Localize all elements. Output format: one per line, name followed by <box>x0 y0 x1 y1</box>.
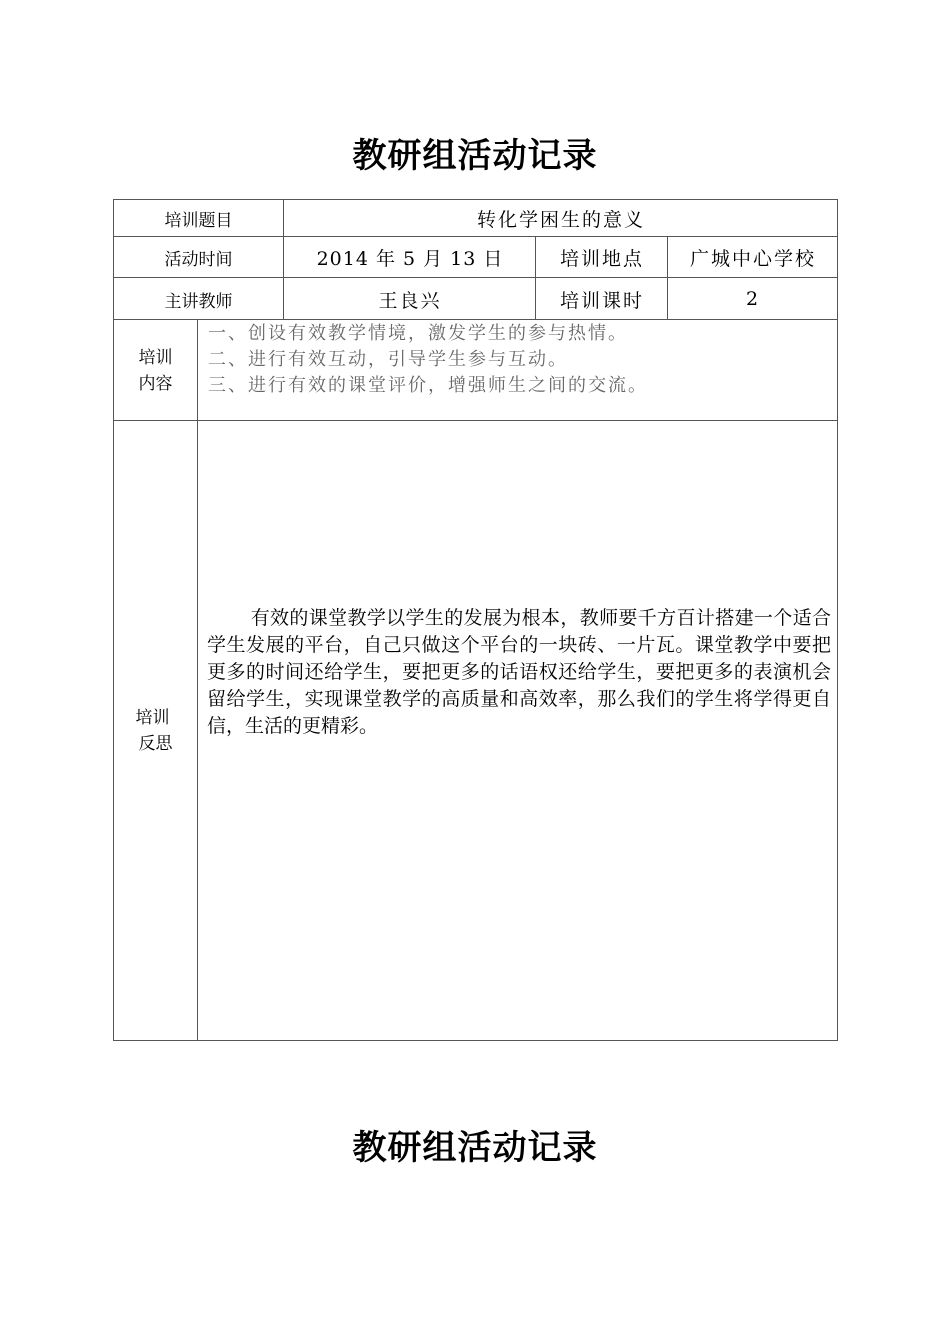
reflection-text: 有效的课堂教学以学生的发展为根本，教师要千方百计搭建一个适合学生发展的平台，自己只做这个平台的一块砖、一片瓦。课堂教学中要把更多的时间还给学生，要把更多的话语权还给学生，要把更多的表演机会留给学生，实现课堂教学的高质量和高效率，那么我们的学生将学得更自信，生活的更精彩。 <box>207 607 831 737</box>
place-label: 培训地点 <box>559 248 644 270</box>
content-item: 一、创设有效教学情境，激发学生的参与热情。 <box>208 323 628 344</box>
page-title: 教研组活动记录 <box>352 136 598 176</box>
time-value: 2014 年 5 月 13 日 <box>316 248 504 270</box>
teacher-value: 王良兴 <box>378 289 442 312</box>
reflection-label-line1: 培训 <box>135 708 170 728</box>
teacher-label: 主讲教师 <box>164 291 233 312</box>
content-label-line2: 内容 <box>138 373 173 394</box>
page-title-repeat: 教研组活动记录 <box>352 1128 598 1168</box>
topic-label: 培训题目 <box>164 210 233 231</box>
content-label-line1: 培训 <box>138 347 173 368</box>
hours-value: 2 <box>745 288 761 310</box>
reflection-label-line2: 反思 <box>138 734 173 754</box>
topic-value: 转化学困生的意义 <box>476 208 645 231</box>
content-item: 二、进行有效互动，引导学生参与互动。 <box>208 349 568 370</box>
place-value: 广城中心学校 <box>689 248 816 270</box>
hours-label: 培训课时 <box>559 289 644 312</box>
time-label: 活动时间 <box>164 250 233 270</box>
reflection-label <box>113 421 198 1041</box>
content-list <box>208 321 828 399</box>
content-item: 三、进行有效的课堂评价，增强师生之间的交流。 <box>208 375 648 396</box>
content-label <box>113 320 198 421</box>
